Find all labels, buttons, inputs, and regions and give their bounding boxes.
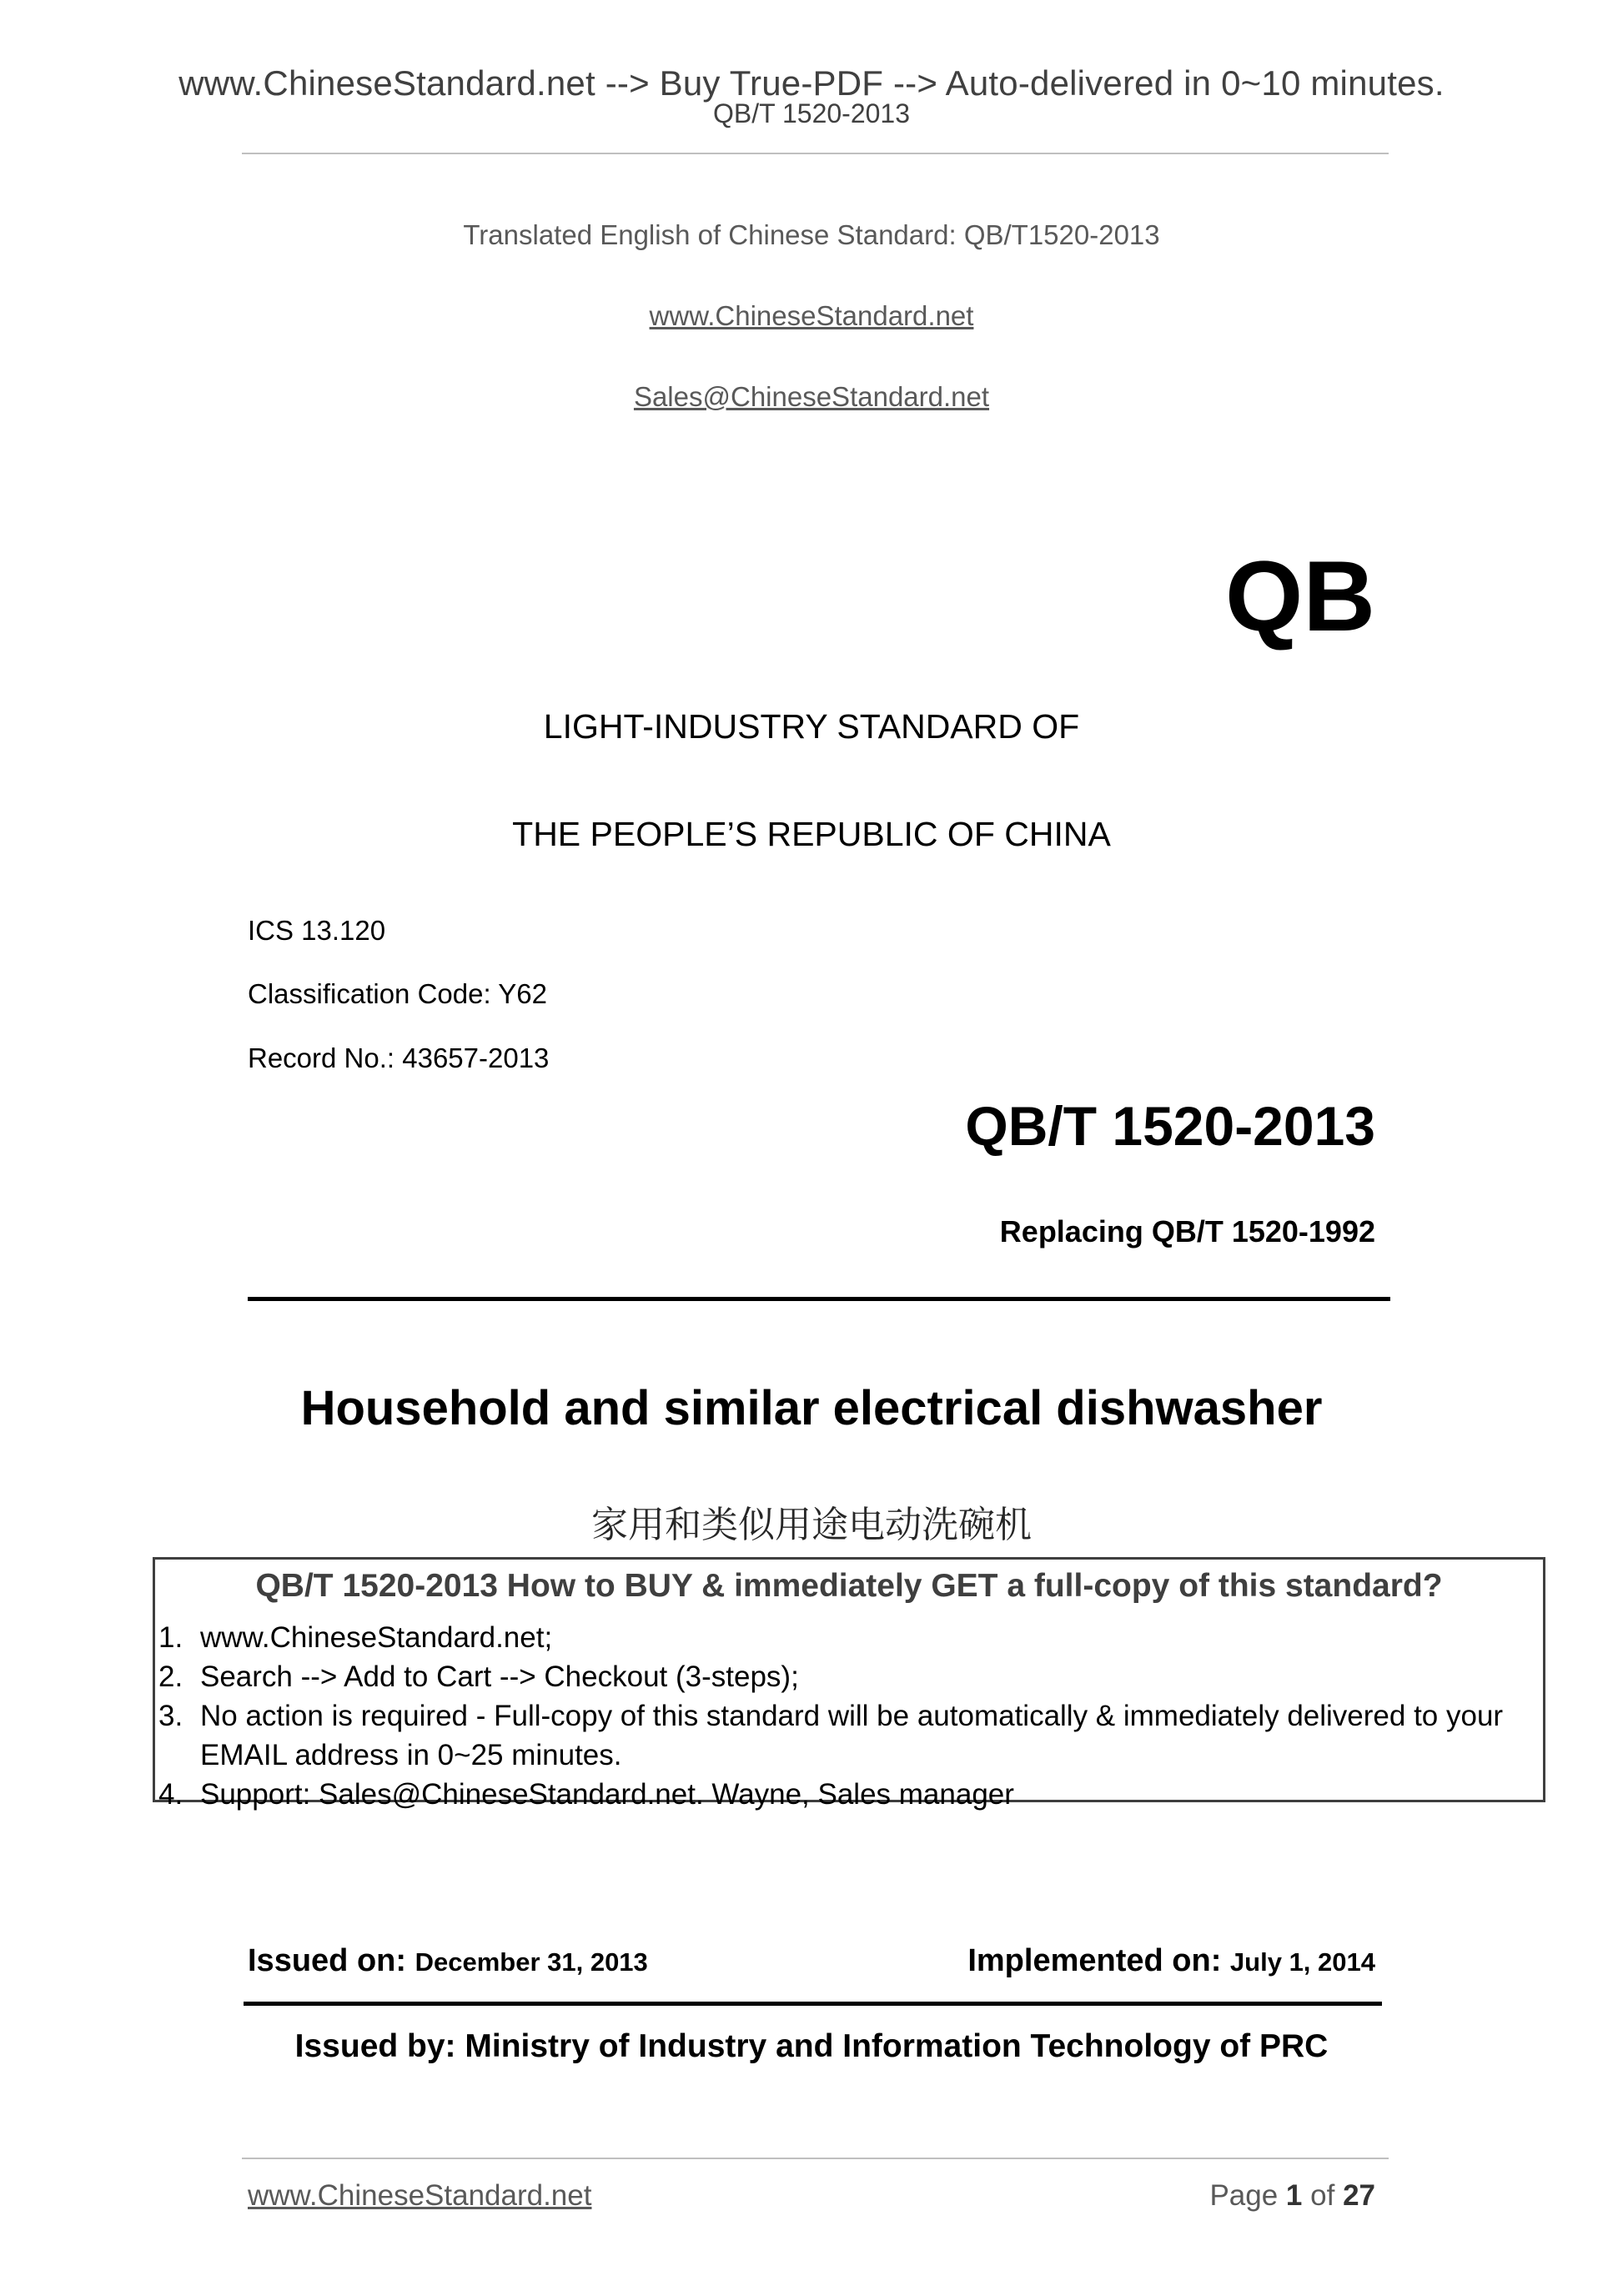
buy-step-text[interactable]: www.ChineseStandard.net; [200, 1621, 553, 1654]
implemented-on [967, 1943, 1375, 1979]
standard-title-line1: LIGHT-INDUSTRY STANDARD OF [543, 707, 1080, 746]
footer-divider [242, 2158, 1389, 2159]
document-title-chinese: 家用和类似用途电动洗碗机 [591, 1504, 1032, 1546]
buy-step-number: 4. [158, 1778, 183, 1811]
record-number: Record No.: 43657-2013 [248, 1042, 550, 1073]
standard-code: QB/T 1520-2013 [965, 1095, 1375, 1157]
implemented-on-date: July 1, 2014 [1229, 1947, 1375, 1977]
buy-step [158, 1775, 1540, 1814]
buy-box-title: QB/T 1520-2013 How to BUY & immediately GET a full-copy of this standard? [255, 1568, 1443, 1604]
ics-code: ICS 13.120 [248, 915, 386, 946]
buy-steps-list [158, 1618, 1540, 1814]
buy-step-text: Support: Sales@ChineseStandard.net. Wayne, Sales manager [200, 1778, 1014, 1811]
document-title: Household and similar electrical dishwasher [300, 1381, 1323, 1435]
issued-on [248, 1943, 648, 1979]
issued-on-date: December 31, 2013 [415, 1947, 648, 1977]
replacing-note: Replacing QB/T 1520-1992 [999, 1214, 1375, 1248]
page-indicator [1209, 2179, 1375, 2213]
footer-website-link[interactable]: www.ChineseStandard.net [248, 2179, 592, 2212]
issued-by: Issued by: Ministry of Industry and Information Technology of PRC [294, 2028, 1329, 2064]
page-total: 27 [1343, 2179, 1375, 2212]
standard-title-line2: THE PEOPLE’S REPUBLIC OF CHINA [512, 815, 1111, 853]
page-of: of [1310, 2179, 1335, 2212]
qb-logo: QB [1225, 540, 1375, 652]
title-divider [248, 1297, 1390, 1301]
top-banner: www.ChineseStandard.net --> Buy True-PDF --> Auto-delivered in 0~10 minutes. [178, 63, 1445, 103]
running-header: QB/T 1520-2013 [712, 98, 910, 128]
buy-step [158, 1657, 1540, 1696]
buy-step-number: 1. [158, 1621, 183, 1654]
page-number: 1 [1285, 2179, 1303, 2212]
classification-code: Classification Code: Y62 [248, 978, 547, 1009]
buy-step-text: No action is required - Full-copy of this standard will be automatically & immediately delivered to your EMAIL address in 0~25 minutes. [200, 1700, 1504, 1771]
email-link[interactable]: Sales@ChineseStandard.net [633, 381, 990, 412]
implemented-on-label: Implemented on: [967, 1943, 1222, 1978]
translated-line: Translated English of Chinese Standard: QB/T1520-2013 [463, 219, 1160, 250]
issued-divider [244, 2002, 1382, 2006]
buy-step-number: 2. [158, 1660, 183, 1693]
website-link[interactable]: www.ChineseStandard.net [649, 300, 974, 331]
issued-on-label: Issued on: [248, 1943, 407, 1978]
buy-step [158, 1618, 1540, 1657]
buy-step-number: 3. [158, 1700, 183, 1732]
buy-step [158, 1696, 1540, 1775]
page-prefix: Page [1209, 2179, 1279, 2212]
header-divider [242, 153, 1389, 154]
buy-instructions-box [153, 1557, 1545, 1811]
buy-step-text: Search --> Add to Cart --> Checkout (3-steps); [200, 1660, 799, 1693]
